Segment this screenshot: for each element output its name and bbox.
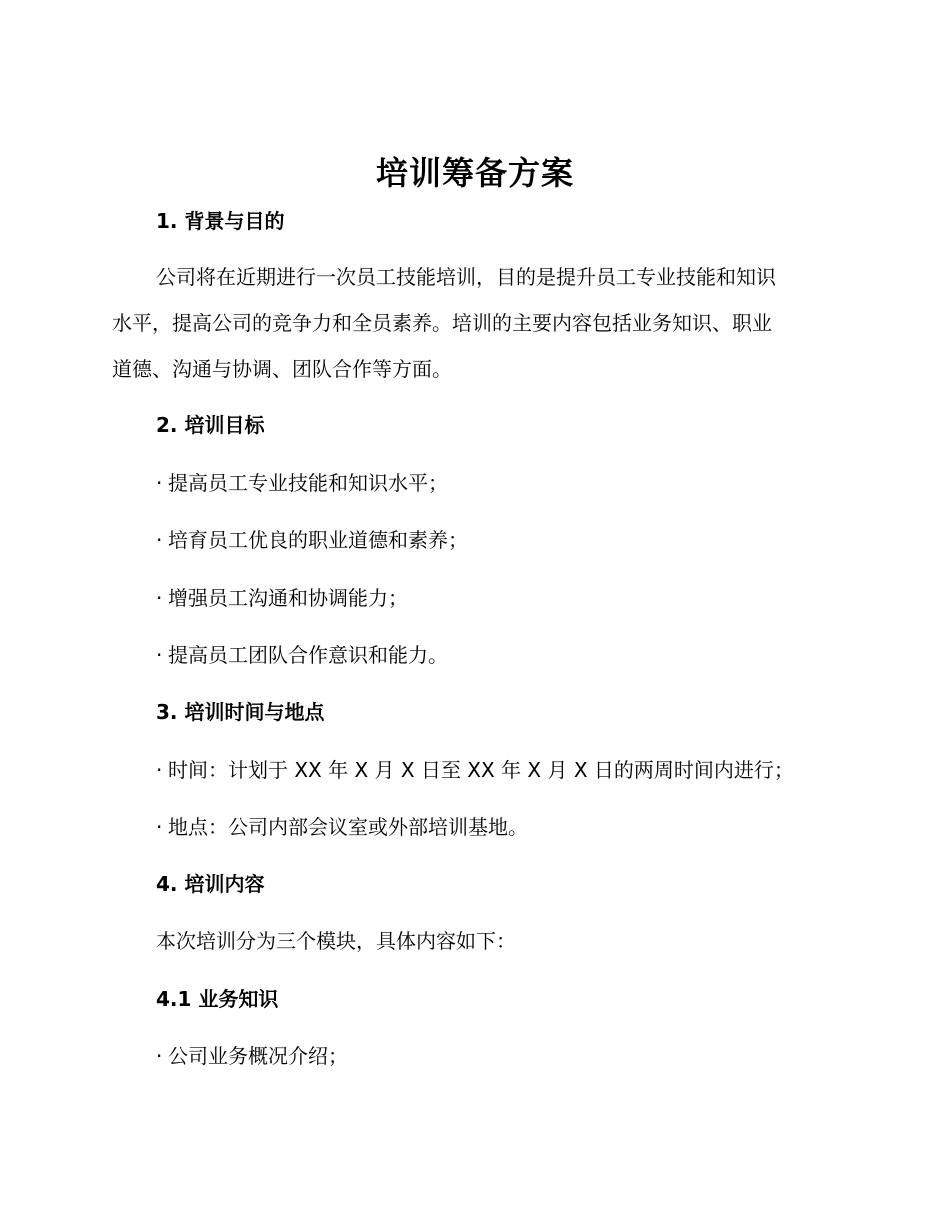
- section-heading-goals: 2. 培训目标: [156, 413, 265, 437]
- bullet-marker: ·: [156, 471, 163, 495]
- list-item-text: 地点：公司内部会议室或外部培训基地。: [168, 815, 528, 839]
- list-item: [156, 583, 408, 613]
- bullet-marker: ·: [156, 1044, 163, 1068]
- list-item: [156, 812, 528, 842]
- section-heading-time-place: 3. 培训时间与地点: [156, 700, 325, 724]
- list-item-text: 公司业务概况介绍；: [168, 1044, 348, 1068]
- list-item: [156, 1041, 348, 1071]
- bullet-marker: ·: [156, 586, 163, 610]
- list-item-text: 提高员工团队合作意识和能力。: [168, 643, 448, 667]
- paragraph-line: 水平，提高公司的竞争力和全员素养。培训的主要内容包括业务知识、职业: [112, 311, 772, 335]
- list-item-text: 培育员工优良的职业道德和素养；: [168, 528, 468, 552]
- section-heading-content: 4. 培训内容: [156, 872, 265, 896]
- section-heading-background: 1. 背景与目的: [156, 209, 285, 233]
- list-item-text: 提高员工专业技能和知识水平；: [168, 471, 448, 495]
- paragraph-line: 本次培训分为三个模块，具体内容如下：: [156, 929, 516, 953]
- list-item-text: 增强员工沟通和协调能力；: [168, 586, 408, 610]
- paragraph-line: 道德、沟通与协调、团队合作等方面。: [112, 357, 452, 381]
- bullet-marker: ·: [156, 815, 163, 839]
- bullet-marker: ·: [156, 528, 163, 552]
- bullet-marker: ·: [156, 643, 163, 667]
- paragraph-line: 公司将在近期进行一次员工技能培训，目的是提升员工专业技能和知识: [156, 265, 776, 289]
- list-item: [156, 468, 448, 498]
- document-title: 培训筹备方案: [375, 154, 574, 192]
- list-item: [156, 525, 468, 555]
- list-item: [156, 640, 448, 670]
- bullet-marker: ·: [156, 758, 163, 782]
- list-item: [156, 755, 794, 785]
- list-item-text: 时间：计划于 XX 年 X 月 X 日至 XX 年 X 月 X 日的两周时间内进行；: [168, 758, 794, 782]
- subsection-heading-business-knowledge: 4.1 业务知识: [156, 987, 279, 1011]
